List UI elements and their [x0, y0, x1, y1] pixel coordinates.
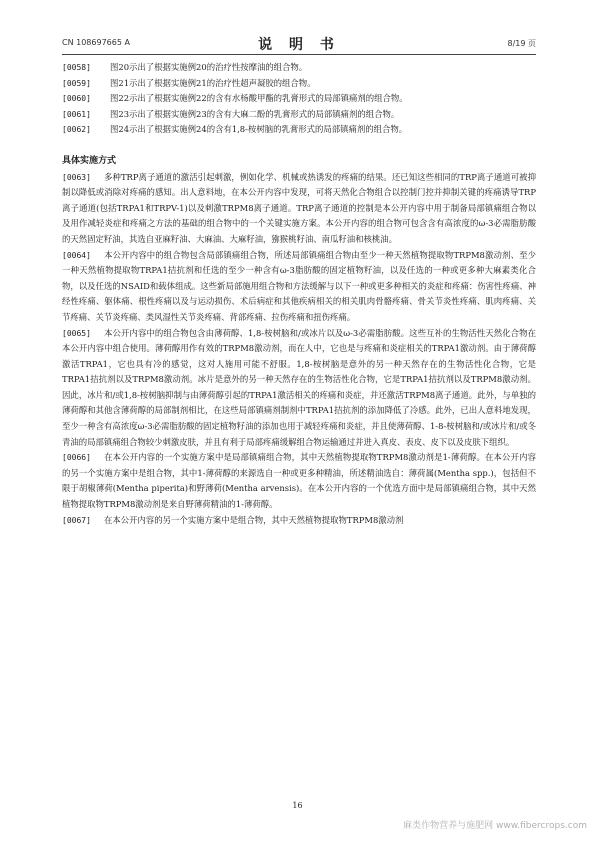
paragraph-text: 在本公开内容的一个实施方案中是局部镇痛组合物，其中天然植物提取物TRPM8激动剂是1-薄荷醇。在本公开内容的另一个实施方案中是组合物，其中1-薄荷醇的来源选自一种或更多种精油，所述精油选自：薄荷属(Mentha spp.)，包括但不限于胡椒薄荷(Mentha piperita)和野薄荷(Mentha arvensis)。在本公开内容的一个优选方面中是局部镇痛组合物，其中天然植物提取物TRPM8激动剂是来自野薄荷精油的1-薄荷醇。	[62, 452, 536, 510]
paragraph-0065	[62, 326, 536, 451]
document-body	[62, 60, 536, 528]
paragraph-text: 图24示出了根据实施例24的含有1,8-桉树脑的乳膏形式的局部镇痛剂的组合物。	[110, 124, 408, 135]
paragraph-number: [0065]	[62, 328, 91, 338]
watermark: 麻类作物营养与施肥网 www.fibercrops.com	[403, 821, 587, 831]
paragraph-text: 本公开内容中的组合物包含局部镇痛组合物，所述局部镇痛组合物由至少一种天然植物提取物TRPM8激动剂、至少一种天然植物提取物TRPA1拮抗剂和任选的至少一种含有ω-3脂肪酸的固定植物籽油，以及任选的一种或更多种大麻素类化合物，以及任选的NSAID和载体组成。这些新局部施用组合物和方法缓解与以下一种或更多种相关的炎症和疼痛：伤害性疼痛、神经性疼痛、躯体痛、根性疼痛以及与运动损伤、术后病症和其他疾病相关的相关肌肉骨骼疼痛、骨关节炎性疼痛、肌肉疼痛、关节疼痛、关节炎疼痛、类风湿性关节炎疼痛、背部疼痛、拉伤疼痛和扭伤疼痛。	[62, 249, 536, 322]
doc-id: CN 108697665 A	[62, 38, 130, 47]
page-header	[62, 34, 536, 52]
paragraph-0060	[62, 91, 536, 107]
paragraph-number: [0058]	[62, 63, 91, 72]
paragraph-text: 图23示出了根据实施例23的含有大麻二酚的乳膏形式的局部镇痛剂的组合物。	[110, 108, 400, 119]
section-title: 具体实施方式	[62, 155, 117, 166]
paragraph-number: [0063]	[62, 172, 91, 182]
paragraph-text: 本公开内容中的组合物包含由薄荷醇、1,8-桉树脑和/或冰片以及ω-3必需脂肪酸。这些互补的生物活性天然化合物在本公开内容中组合使用。薄荷醇用作有效的TRPM8激动剂，而在人中，它也是与疼痛和炎症相关的TRPA1激动剂。由于薄荷醇激活TRPA1，它也具有冷的感觉，这对人施用可能不舒服。1,8-桉树脑是意外的另一种天然存在的生物活性化合物，它是TRPA1拮抗剂以及TRPM8激动剂。冰片是意外的另一种天然存在的生物活性化合物，它是TRPA1拮抗剂以及TRPM8激动剂。因此，冰片和/或1,8-桉树脑抑制与由薄荷醇引起的TRPA1激活相关的疼痛和炎症，并还激活TRPM8离子通道。此外，与单独的薄荷醇和其他含薄荷醇的局部制剂相比，在这些局部镇痛剂制剂中TRPA1拮抗剂的添加降低了冷感。此外，已出人意料地发现，至少一种含有高浓度ω-3必需脂肪酸的固定植物籽油的添加也用于减轻疼痛和炎症，并且使薄荷醇、1-8-桉树脑和/或冰片和/或冬青油的局部镇痛组合物较少刺激皮肤，并且有利于局部疼痛缓解组合物运输通过并进入真皮、表皮、皮下以及皮肤下组织。	[62, 327, 536, 447]
paragraph-0061	[62, 107, 536, 123]
paragraph-0066	[62, 450, 536, 512]
page-ratio: 8/19 页	[507, 39, 536, 48]
paragraph-text: 多种TRP离子通道的激活引起刺激，例如化学、机械或热诱发的疼痛的结果。还已知这些相同的TRP离子通道可被抑制以降低或消除对疼痛的感知。出人意料地，在本公开内容中发现，可将天然化合物组合以控制门控并抑制关键的疼痛诱导TRP离子通道(包括TRPA1和TRPV-1)以及刺激TRPM8离子通道。TRP离子通道的控制是本公开内容中用于制备局部镇痛组合物以及用作减轻炎症和疼痛之方法的基础的组合物中的一个关键实施方案。本公开内容的组合物可包含含有高浓度的ω-3必需脂肪酸的天然固定籽油，其选自亚麻籽油、大麻油、大麻籽油，猕猴桃籽油、南瓜籽油和核桃油。	[62, 171, 536, 244]
paragraph-number: [0062]	[62, 125, 91, 135]
paragraph-0064	[62, 248, 536, 326]
paragraph-text: 图21示出了根据实施例21的治疗性超声凝胶的组合物。	[110, 77, 316, 88]
paragraph-0063	[62, 170, 536, 248]
paragraph-number: [0060]	[62, 94, 91, 104]
paragraph-text: 在本公开内容的另一个实施方案中是组合物，其中天然植物提取物TRPM8激动剂	[104, 514, 404, 525]
paragraph-0067	[62, 513, 536, 529]
page-number: 16	[292, 801, 303, 810]
paragraph-text: 图22示出了根据实施例22的含有水杨酸甲酯的乳膏形式的局部镇痛剂的组合物。	[110, 93, 408, 104]
paragraph-0059	[62, 76, 536, 92]
paragraph-number: [0059]	[62, 78, 91, 88]
paragraph-0062	[62, 122, 536, 138]
paragraph-text: 图20示出了根据实施例20的治疗性按摩油的组合物。	[110, 62, 308, 72]
doc-title: 说 明 书	[258, 37, 340, 53]
paragraph-number: [0067]	[62, 515, 91, 525]
header-rule	[62, 54, 536, 55]
paragraph-number: [0066]	[62, 453, 91, 463]
paragraph-number: [0064]	[62, 250, 91, 260]
paragraph-0058	[62, 60, 536, 76]
paragraph-number: [0061]	[62, 109, 91, 119]
